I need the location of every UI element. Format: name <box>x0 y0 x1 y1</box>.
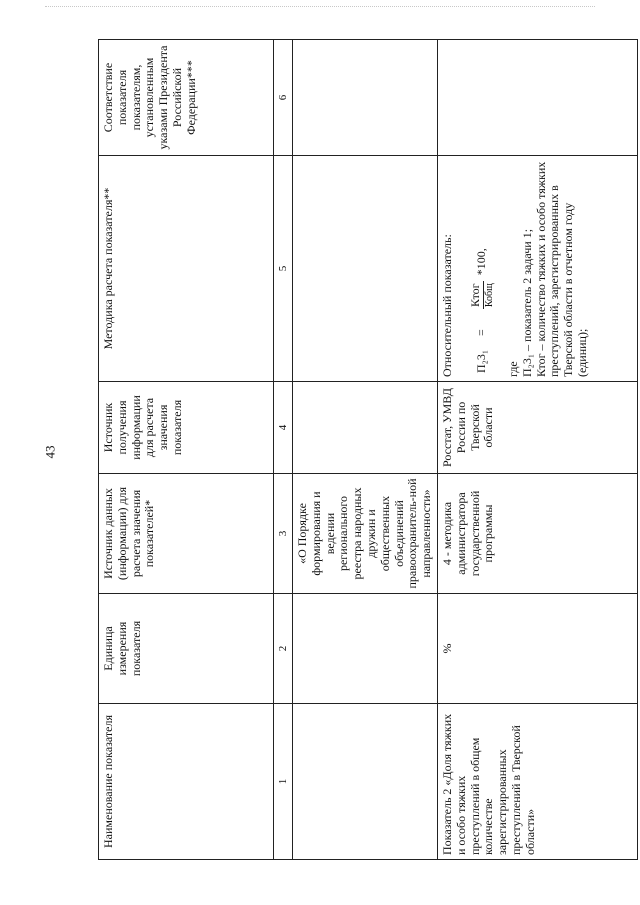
column-number: 5 <box>274 156 293 382</box>
scan-dotted-line <box>45 6 595 7</box>
cell-data-source: 4 - методика администратора государственной программы <box>437 474 637 594</box>
table-row-previous <box>293 40 438 860</box>
cell-empty <box>293 382 438 474</box>
column-number: 3 <box>274 474 293 594</box>
method-def2: Ктог – количество тяжких и особо тяжких преступлений, зарегистрированных в Тверской области в отчетном году (единиц); <box>533 161 590 377</box>
header-info-source: Источник получения информации для расчета значения показателя <box>99 382 274 474</box>
header-data-source: Источник данных (информации) для расчета значения показателей* <box>99 474 274 594</box>
formula <box>469 160 495 373</box>
method-where: где <box>506 361 521 377</box>
cell-unit: % <box>437 594 637 704</box>
indicator-table <box>98 39 638 860</box>
cell-indicator-name: Показатель 2 «Доля тяжких и особо тяжких преступлений в общем количестве зарегистрированных преступлений в Тверской области» <box>437 704 637 860</box>
formula-numerator: Ктог <box>467 283 482 307</box>
column-number: 1 <box>274 704 293 860</box>
header-compliance: Соответствие показателя показателям, установленным указами Президента Российской Федерации*** <box>99 40 274 156</box>
cell-empty <box>293 594 438 704</box>
header-unit: Единица измерения показателя <box>99 594 274 704</box>
formula-eq: = <box>474 329 489 336</box>
column-number: 6 <box>274 40 293 156</box>
formula-denominator: Кобщ <box>483 283 495 308</box>
cell-empty <box>293 40 438 156</box>
indicator-table-rotated <box>98 40 638 860</box>
column-number: 2 <box>274 594 293 704</box>
header-name: Наименование показателя <box>99 704 274 860</box>
cell-empty <box>293 704 438 860</box>
page-number: 43 <box>42 445 58 459</box>
header-method: Методика расчета показателя** <box>99 156 274 382</box>
method-def1: П₂3₁ – показатель 2 задачи 1; <box>519 228 534 377</box>
formula-fraction <box>469 281 495 309</box>
formula-factor: *100, <box>474 248 489 276</box>
column-number: 4 <box>274 382 293 474</box>
formula-lhs: П₂3₁ <box>474 349 489 373</box>
cell-compliance <box>437 40 637 156</box>
cell-info-source: Росстат, УМВД России по Тверской области <box>437 382 637 474</box>
column-number-row <box>274 40 293 860</box>
method-intro: Относительный показатель: <box>439 234 454 377</box>
cell-empty <box>293 156 438 382</box>
header-row <box>99 40 274 860</box>
cell-data-source: «О Порядке формирования и ведении регионального реестра народных дружин и общественных объединений правоохранитель-ной направленности» <box>293 474 438 594</box>
cell-method <box>437 156 637 382</box>
table-row-indicator-2 <box>437 40 637 860</box>
